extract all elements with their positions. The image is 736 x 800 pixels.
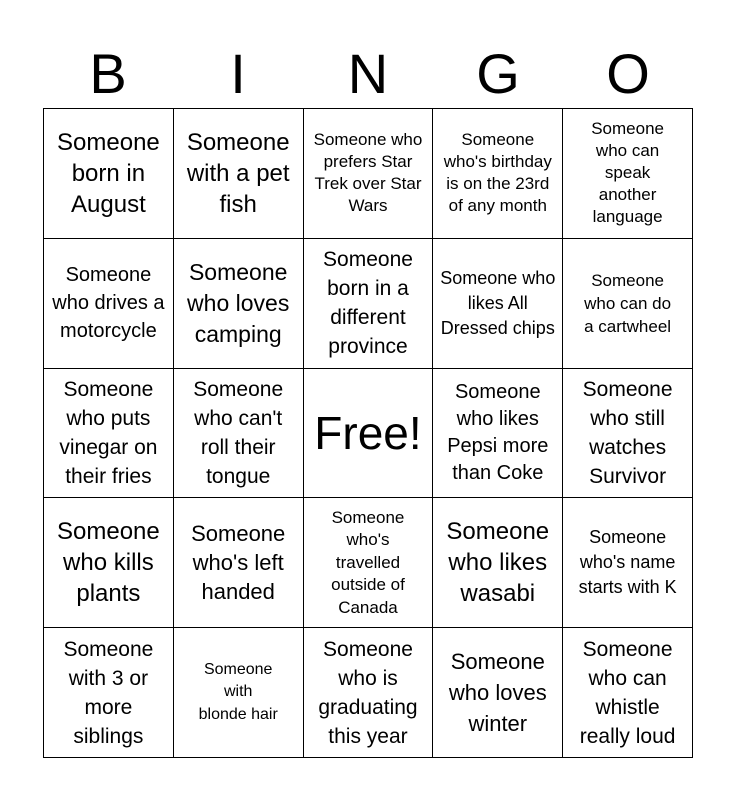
cell-text: Someone who puts vinegar on their fries [59, 377, 158, 488]
header-letter-i: I [230, 42, 246, 105]
bingo-cell[interactable] [44, 109, 174, 239]
bingo-cell[interactable] [44, 628, 174, 758]
bingo-cell[interactable] [174, 498, 304, 628]
cell-text: Someone who loves camping [187, 258, 290, 347]
cell-text: Someone who's left handed [191, 521, 286, 605]
bingo-header [43, 40, 693, 108]
bingo-cell[interactable] [44, 498, 174, 628]
bingo-cell[interactable] [433, 109, 563, 239]
bingo-cell[interactable] [44, 369, 174, 499]
cell-text: Someone who likes wasabi [446, 518, 550, 608]
cell-text: Someone who drives a motorcycle [52, 264, 165, 343]
cell-text: Someone who can't roll their tongue [193, 377, 284, 488]
bingo-cell[interactable] [433, 239, 563, 369]
bingo-cell[interactable] [174, 369, 304, 499]
cell-text: Someone who can whistle really loud [579, 637, 676, 748]
bingo-cell[interactable] [174, 628, 304, 758]
cell-text: Someone who likes All Dressed chips [440, 267, 556, 338]
bingo-cell[interactable] [433, 498, 563, 628]
bingo-cell[interactable] [563, 628, 693, 758]
cell-text: Someone who likes Pepsi more than Coke [447, 380, 549, 484]
header-letter-b: B [89, 42, 127, 105]
cell-text: Someone who loves winter [448, 649, 547, 737]
bingo-cell[interactable] [563, 109, 693, 239]
bingo-cell[interactable] [304, 109, 434, 239]
cell-text: Someone who's travelled outside of Canada [331, 507, 405, 617]
cell-text: Someone who's name starts with K [578, 527, 677, 598]
bingo-cell[interactable] [563, 369, 693, 499]
header-letter-o: O [606, 42, 650, 105]
cell-text: Someone who prefers Star Trek over Star Wars [313, 130, 423, 216]
bingo-cell[interactable] [563, 239, 693, 369]
bingo-cell[interactable] [44, 239, 174, 369]
cell-text: Someone who is graduating this year [318, 637, 418, 748]
bingo-cell[interactable] [174, 239, 304, 369]
bingo-board [43, 108, 693, 758]
bingo-cell[interactable] [433, 628, 563, 758]
cell-text: Someone who's birthday is on the 23rd of any month [443, 130, 552, 216]
cell-text: Someone with a pet fish [186, 128, 290, 218]
header-letter-g: G [476, 42, 520, 105]
cell-text: Someone with blonde hair [198, 660, 278, 723]
bingo-cell[interactable] [433, 369, 563, 499]
free-space-cell[interactable] [304, 369, 434, 499]
free-space-text: Free! [314, 406, 422, 459]
cell-text: Someone with 3 or more siblings [63, 637, 154, 748]
bingo-cell[interactable] [563, 498, 693, 628]
bingo-cell[interactable] [304, 239, 434, 369]
header-letter-n: N [347, 42, 389, 105]
cell-text: Someone who still watches Survivor [582, 377, 673, 488]
bingo-cell[interactable] [304, 498, 434, 628]
cell-text: Someone who kills plants [57, 518, 160, 608]
bingo-cell[interactable] [304, 628, 434, 758]
cell-text: Someone who can do a cartwheel [584, 270, 672, 336]
bingo-cell[interactable] [174, 109, 304, 239]
cell-text: Someone who can speak another language [591, 119, 664, 227]
cell-text: Someone born in August [57, 128, 160, 218]
cell-text: Someone born in a different province [323, 248, 413, 359]
